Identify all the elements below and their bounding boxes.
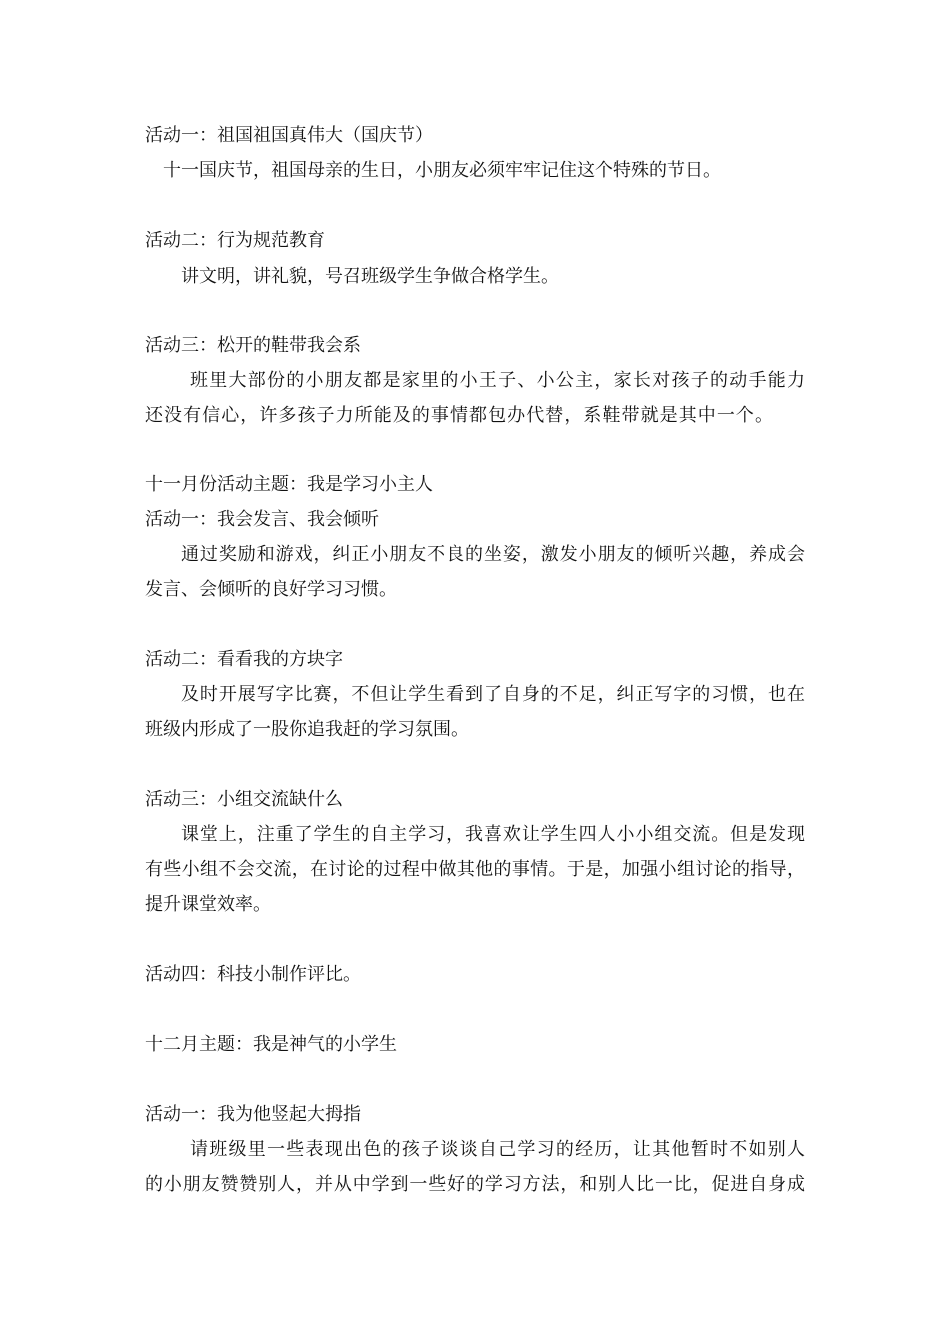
activity-heading: 活动三：松开的鞋带我会系 xyxy=(145,335,361,356)
paragraph-line: 班里大部份的小朋友都是家里的小王子、小公主，家长对孩子的动手能力 xyxy=(190,370,805,391)
month-theme-heading: 十一月份活动主题：我是学习小主人 xyxy=(145,474,433,495)
paragraph-line: 请班级里一些表现出色的孩子谈谈自己学习的经历，让其他暂时不如别人 xyxy=(190,1139,805,1160)
paragraph-line: 及时开展写字比赛，不但让学生看到了自身的不足，纠正写字的习惯，也在 xyxy=(181,684,805,705)
activity-heading: 活动一：我为他竖起大拇指 xyxy=(145,1104,361,1125)
paragraph-line: 通过奖励和游戏，纠正小朋友不良的坐姿，激发小朋友的倾听兴趣，养成会 xyxy=(181,544,805,565)
paragraph-line: 还没有信心，许多孩子力所能及的事情都包办代替，系鞋带就是其中一个。 xyxy=(145,405,773,426)
activity-heading: 活动四：科技小制作评比。 xyxy=(145,964,361,985)
paragraph-line: 发言、会倾听的良好学习习惯。 xyxy=(145,579,397,600)
activity-heading: 活动一：我会发言、我会倾听 xyxy=(145,509,379,530)
activity-heading: 活动一：祖国祖国真伟大（国庆节） xyxy=(145,125,433,146)
paragraph-line: 有些小组不会交流，在讨论的过程中做其他的事情。于是，加强小组讨论的指导， xyxy=(145,859,805,880)
paragraph-line: 的小朋友赞赞别人，并从中学到一些好的学习方法，和别人比一比，促进自身成 xyxy=(145,1174,805,1195)
month-theme-heading: 十二月主题：我是神气的小学生 xyxy=(145,1034,397,1055)
paragraph-line: 提升课堂效率。 xyxy=(145,894,271,915)
paragraph-line: 讲文明，讲礼貌，号召班级学生争做合格学生。 xyxy=(181,266,559,287)
activity-heading: 活动三：小组交流缺什么 xyxy=(145,789,343,810)
activity-heading: 活动二：看看我的方块字 xyxy=(145,649,343,670)
paragraph-line: 十一国庆节，祖国母亲的生日，小朋友必须牢牢记住这个特殊的节日。 xyxy=(163,160,721,181)
activity-heading: 活动二：行为规范教育 xyxy=(145,230,325,251)
paragraph-line: 课堂上，注重了学生的自主学习，我喜欢让学生四人小小组交流。但是发现 xyxy=(181,824,805,845)
paragraph-line: 班级内形成了一股你追我赶的学习氛围。 xyxy=(145,719,469,740)
